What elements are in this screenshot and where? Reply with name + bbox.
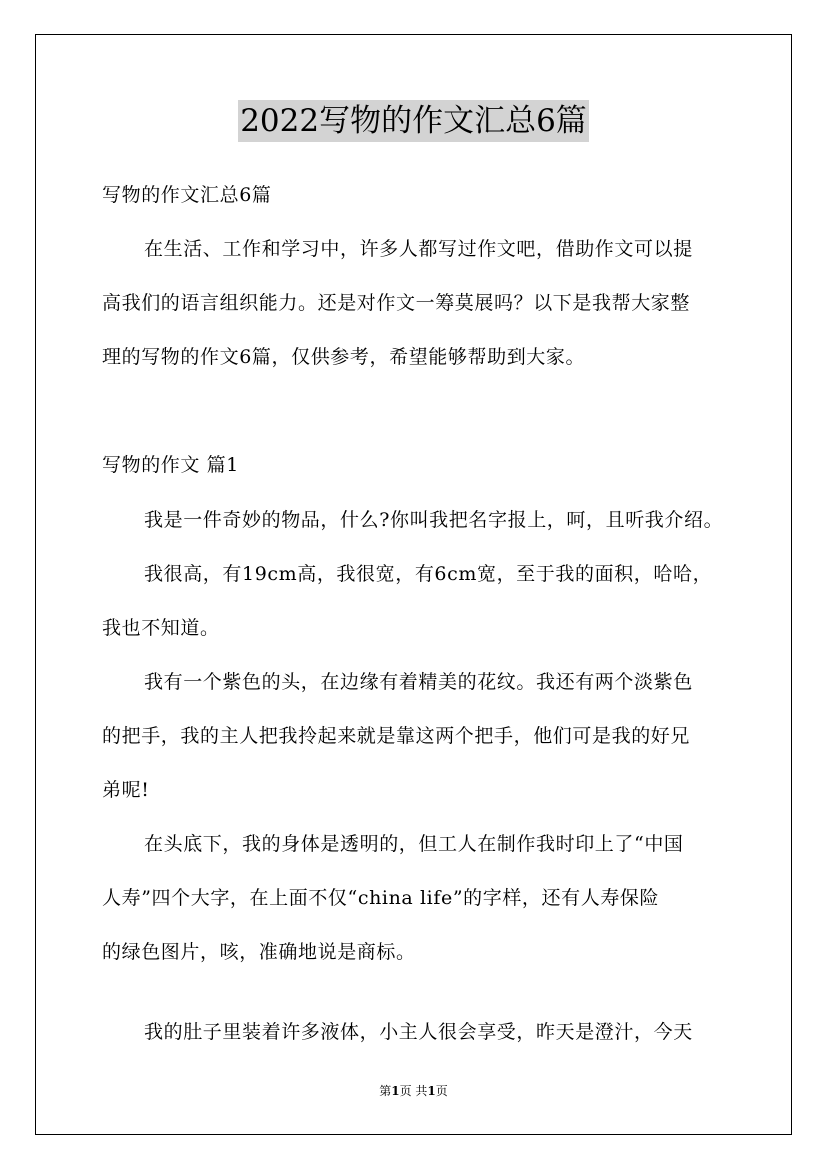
body-line: 理的写物的作文6篇，仅供参考，希望能够帮助到大家。	[102, 346, 586, 368]
section-heading: 写物的作文 篇1	[102, 454, 239, 476]
document-title: 2022写物的作文汇总6篇	[238, 100, 589, 142]
page-footer	[0, 1083, 827, 1099]
footer-page-mid: 页 共	[399, 1084, 428, 1098]
body-line: 人寿”四个大字，在上面不仅“china life”的字样，还有人寿保险	[102, 887, 660, 909]
footer-page-suffix: 页	[435, 1084, 448, 1098]
footer-page-total: 1	[427, 1084, 436, 1098]
body-line: 在生活、工作和学习中，许多人都写过作文吧，借助作文可以提	[144, 238, 693, 260]
body-line: 我也不知道。	[102, 617, 220, 639]
body-line: 我是一件奇妙的物品，什么?你叫我把名字报上，呵，且听我介绍。	[144, 509, 724, 531]
title-container	[0, 100, 827, 142]
subtitle-line: 写物的作文汇总6篇	[102, 184, 272, 206]
footer-page-number: 1	[391, 1084, 400, 1098]
body-line: 的绿色图片，咳，准确地说是商标。	[102, 941, 416, 963]
body-line: 我有一个紫色的头，在边缘有着精美的花纹。我还有两个淡紫色	[144, 671, 693, 693]
body-line: 弟呢!	[102, 779, 150, 801]
body-line: 高我们的语言组织能力。还是对作文一筹莫展吗？以下是我帮大家整	[102, 292, 691, 314]
body-line: 的把手，我的主人把我拎起来就是靠这两个把手，他们可是我的好兄	[102, 725, 691, 747]
body-line: 在头底下，我的身体是透明的，但工人在制作我时印上了“中国	[144, 833, 684, 855]
body-line: 我很高，有19cm高，我很宽，有6cm宽，至于我的面积，哈哈，	[144, 563, 713, 585]
footer-page-prefix: 第	[379, 1084, 392, 1098]
body-line: 我的肚子里装着许多液体，小主人很会享受，昨天是澄汁，今天	[144, 1021, 693, 1043]
